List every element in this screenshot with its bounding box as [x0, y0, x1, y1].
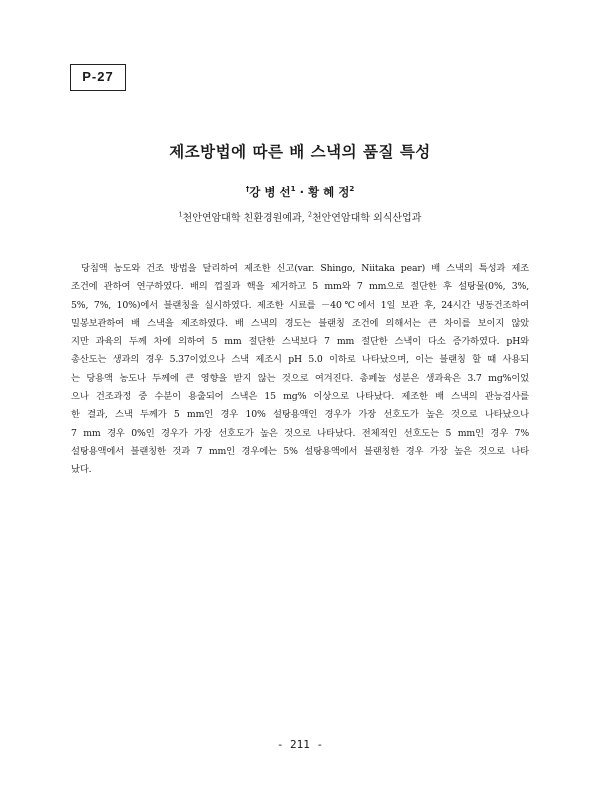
abstract-line: 5%, 7%, 10%)에서 블랜칭을 실시하였다. 제조한 시료를 －40℃에서 1일 보관 후, 24시간 냉동건조하여	[71, 299, 529, 311]
paper-title: 제조방법에 따른 배 스낵의 품질 특성	[169, 143, 431, 161]
abstract-body	[71, 260, 529, 480]
affiliation-marker: 1	[178, 211, 183, 219]
abstract-line: 났다.	[71, 464, 92, 476]
corresponding-author-mark: †	[245, 184, 250, 194]
abstract-line: 는 당용액 농도나 두께에 큰 영향을 받지 않는 것으로 여겨진다. 총페놀 성분은 생과육은 3.7 mg%이었	[71, 372, 529, 384]
abstract-line: 지만 과육의 두께 차에 의하여 5 mm 절단한 스낵보다 7 mm 절단한 스낵이 다소 증가하였다. pH와	[71, 336, 529, 348]
abstract-line: 설탕용액에서 블랜칭한 것과 7 mm인 경우에는 5% 설탕용액에서 블랜칭한 경우 가장 높은 것으로 나타	[71, 445, 529, 457]
abstract-line: 7 mm 경우 0%인 경우가 가장 선호도가 높은 것으로 나타났다. 전체적인 선호도는 5 mm인 경우 7%	[71, 427, 529, 439]
affiliation-marker: 2	[308, 211, 312, 219]
abstract-line: 밀봉보관하여 배 스낵을 제조하였다. 배 스낵의 경도는 블랜칭 조건에 의해서는 큰 차이를 보이지 않았	[71, 317, 529, 329]
abstract-line: 조건에 관하여 연구하였다. 배의 껍질과 핵을 제거하고 5 mm와 7 mm으로 절단한 후 설탕물(0%, 3%,	[71, 281, 529, 293]
affiliation-text: 천안연암대학 외식산업과	[311, 213, 422, 224]
abstract-line: 총산도는 생과의 경우 5.37이었으나 스낵 제조시 pH 5.0 이하로 나타났으며, 이는 블랜칭 할 때 사용되	[71, 354, 529, 366]
author-separator: ·	[295, 185, 308, 199]
abstract-line: 한 결과, 스낵 두께가 5 mm인 경우 10% 설탕용액인 경우가 가장 선호도가 높은 것으로 나타났으나	[71, 409, 529, 421]
author-name: 황 혜 정	[307, 185, 350, 199]
abstract-line: 당침액 농도와 건조 방법을 달리하여 제조한 신고(var. Shingo, Niitaka pear) 배 스낵의 특성과 제조	[81, 263, 529, 274]
affiliation-line	[0, 209, 600, 224]
affiliation-marker: 2	[349, 184, 355, 194]
page-number: - 211 -	[276, 738, 324, 751]
author-name: 강 병 선	[249, 185, 291, 199]
author-line	[0, 184, 600, 200]
abstract-line: 으나 건조과정 중 수분이 용출되어 스낵은 15 mg% 이상으로 나타났다. 제조한 배 스낵의 관능검사를	[71, 391, 529, 403]
poster-code: P-27	[70, 64, 126, 91]
affiliation-marker: 1	[290, 184, 296, 194]
affiliation-text: 천안연암대학 친환경원예과,	[182, 213, 305, 224]
